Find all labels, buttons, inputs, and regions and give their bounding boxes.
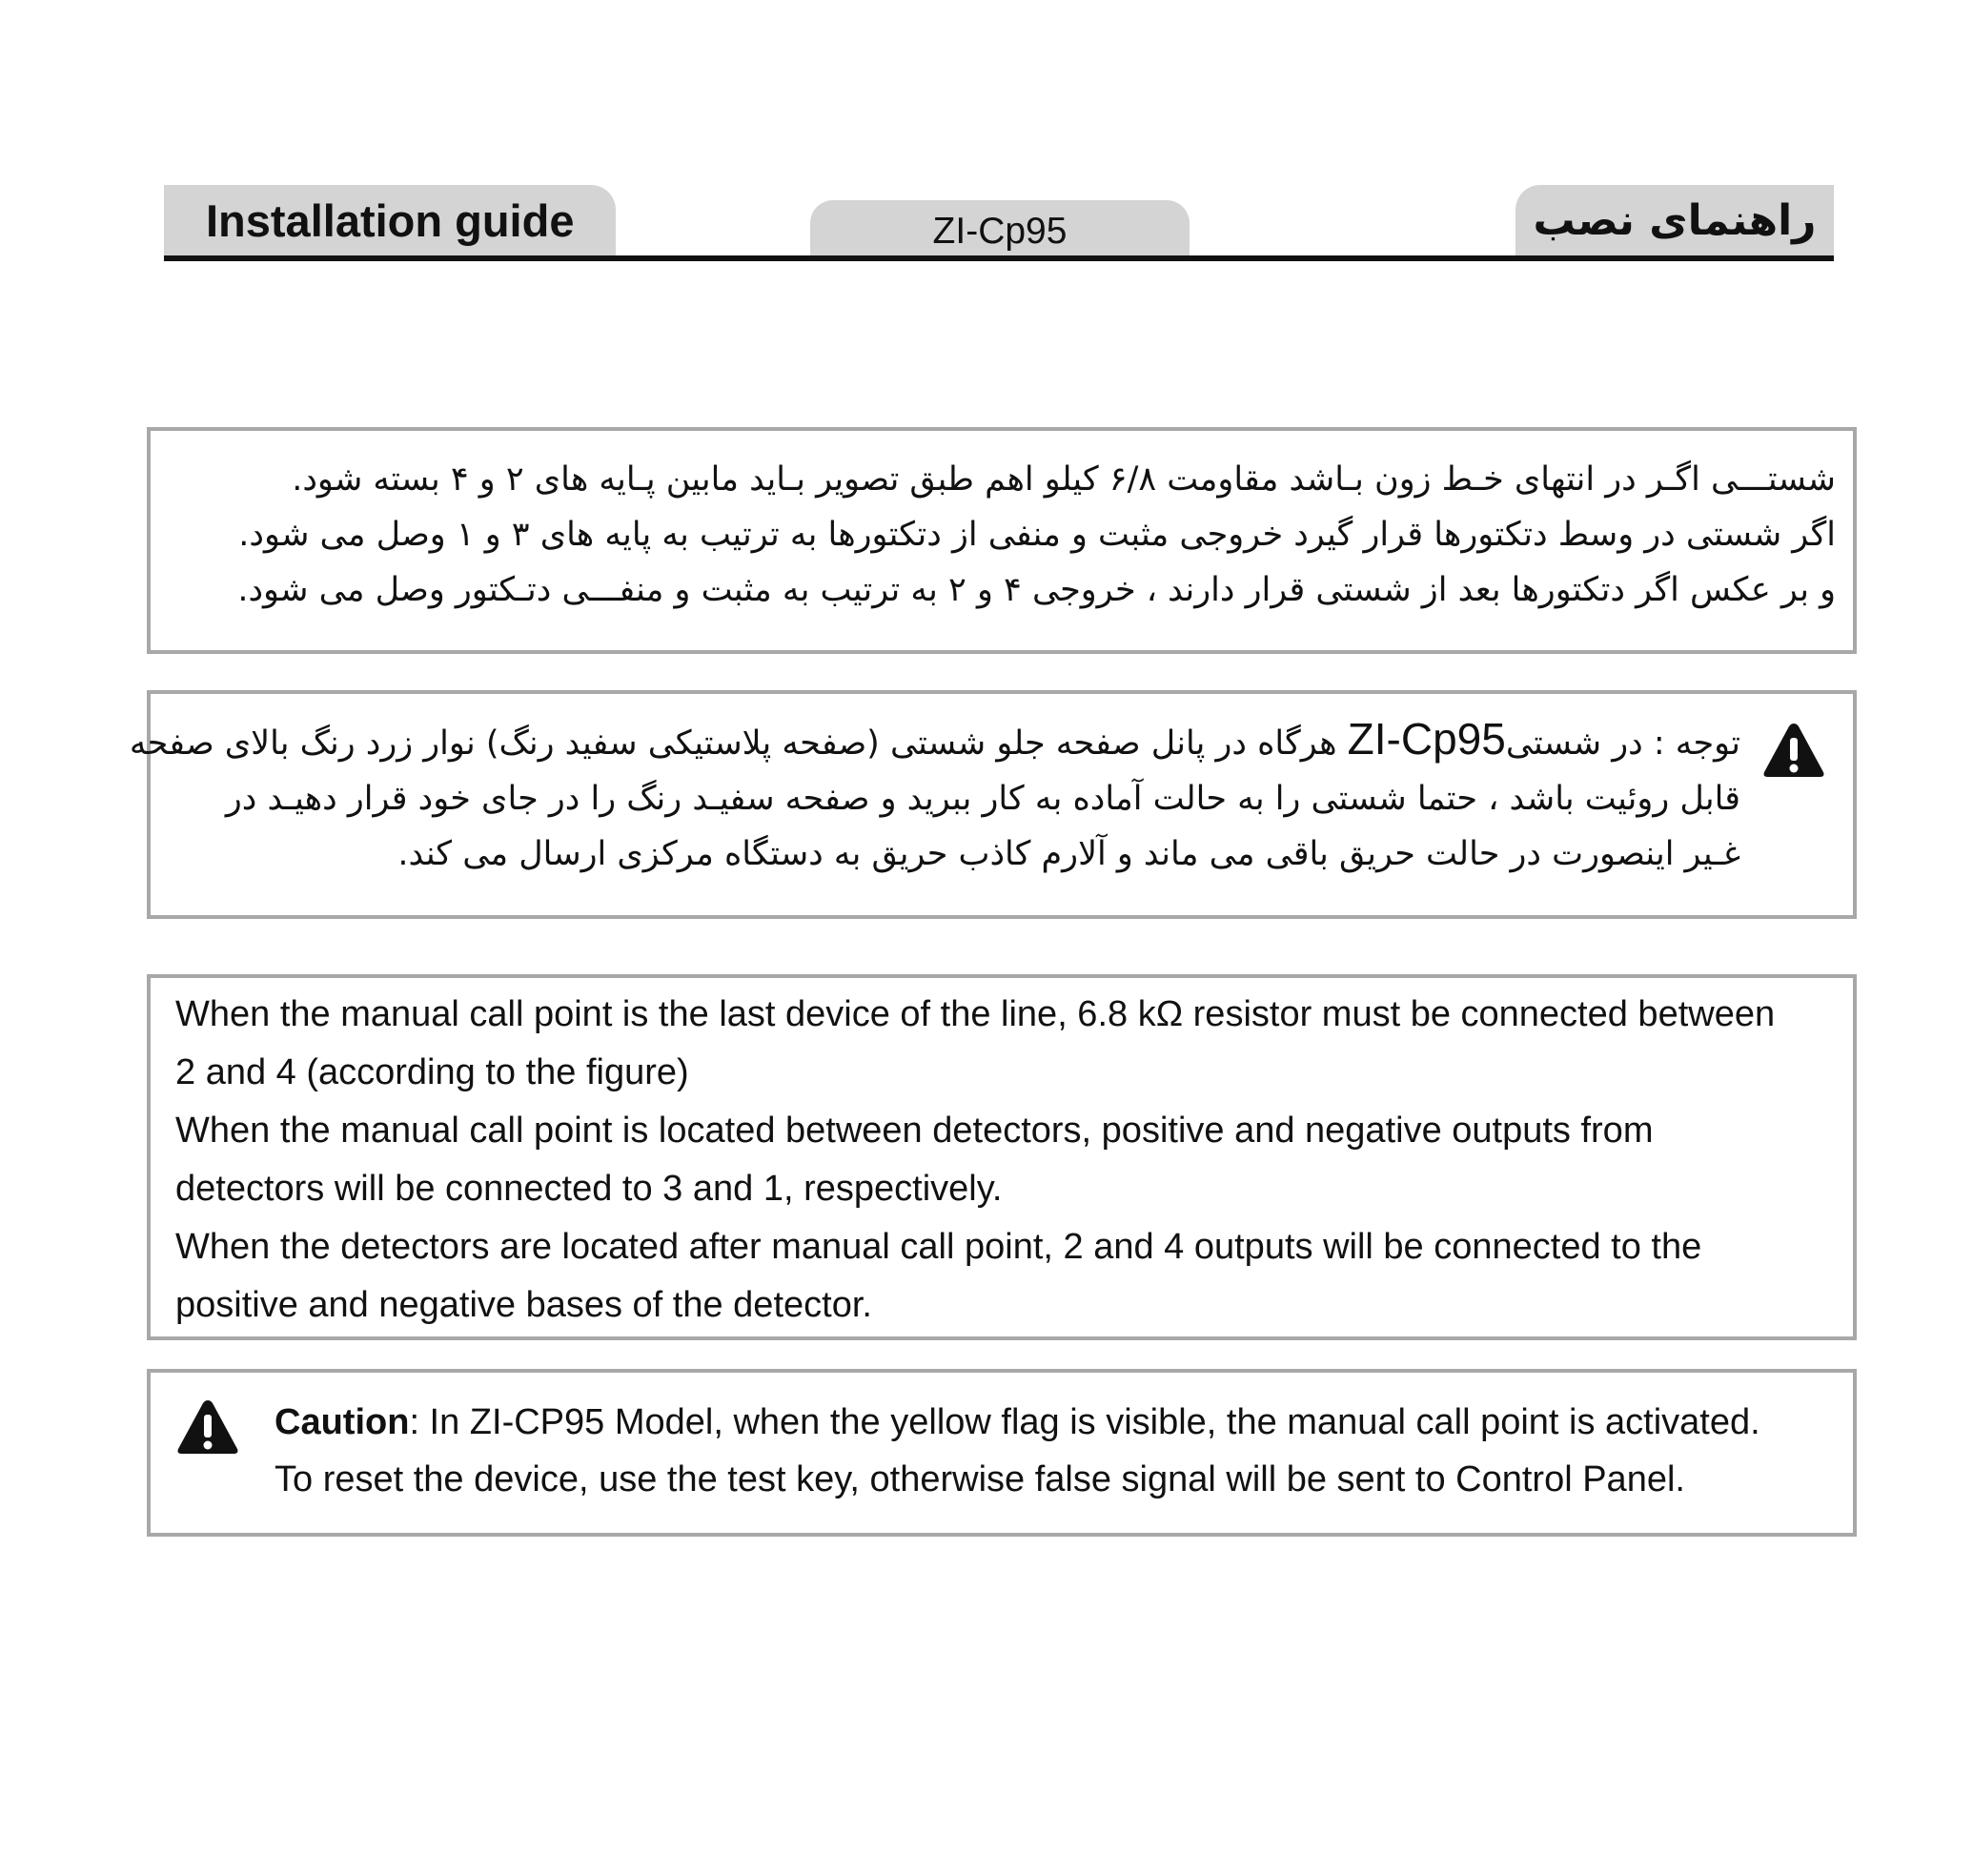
farsi-caution-prefix: توجه : در شستی	[1505, 724, 1740, 763]
english-instructions-box	[147, 974, 1857, 1340]
farsi-instruction-line: اگر شستی در وسط دتکتورها قرار گیرد خروجی مثبت و منفی از دتکتورها به ترتیب به پایه های ۳ و ۱ وصل می شود.	[238, 516, 1836, 554]
farsi-instructions-box	[147, 427, 1857, 654]
farsi-caution-model: ZI-Cp95	[1347, 714, 1506, 764]
farsi-caution-suffix: هرگاه در پانل صفحه جلو شستی (صفحه پلاستیکی سفید رنگ) نوار زرد رنگ بالای صفحه	[129, 724, 1348, 763]
english-caution-line: To reset the device, use the test key, otherwise false signal will be sent to Control Panel.	[275, 1459, 1685, 1499]
farsi-caution-line: قابل روئیت باشد ، حتما شستی را به حالت آماده به کار ببرید و صفحه سفیـد رنگ را در جای خود قرار دهیـد در	[225, 780, 1740, 818]
english-instruction-line: positive and negative bases of the detector.	[175, 1285, 872, 1325]
caution-line1-rest: : In ZI-CP95 Model, when the yellow flag is visible, the manual call point is activated.	[409, 1402, 1760, 1442]
english-caution-box	[147, 1369, 1857, 1537]
caution-label: Caution	[275, 1402, 410, 1442]
warning-triangle-icon	[175, 1397, 240, 1457]
header-tab-installation-guide-fa	[1515, 185, 1834, 255]
farsi-caution-line	[130, 711, 1740, 771]
header-tab-model	[810, 200, 1190, 255]
english-instruction-line: When the manual call point is the last device of the line, 6.8 kΩ resistor must be connected between	[175, 994, 1776, 1034]
farsi-caution-line: غـیر اینصورت در حالت حریق باقی می ماند و آلارم کاذب حریق به دستگاه مرکزی ارسال می کند.	[397, 835, 1740, 873]
english-caution-line	[275, 1394, 1760, 1451]
english-caution-text	[275, 1394, 1760, 1508]
english-instruction-line: When the manual call point is located between detectors, positive and negative outputs from	[175, 1111, 1654, 1151]
header-title-en: Installation guide	[206, 194, 575, 246]
warning-triangle-icon	[1761, 721, 1826, 780]
header-rule	[164, 255, 1834, 261]
farsi-instructions-text	[237, 452, 1836, 618]
header-tab-installation-guide	[164, 185, 616, 255]
english-instruction-line: When the detectors are located after manual call point, 2 and 4 outputs will be connected to the	[175, 1227, 1702, 1267]
english-instructions-text	[175, 986, 1775, 1335]
farsi-instruction-line: و بر عکس اگر دتکتورها بعد از شستی قرار دارند ، خروجی ۴ و ۲ به ترتیب به مثبت و منفـــی دتـکتور وصل می شود.	[237, 571, 1836, 609]
header-title-fa: راهنمای نصب	[1533, 195, 1817, 245]
farsi-instruction-line: شستـــی اگـر در انتهای خـط زون بـاشد مقاومت ۶/۸ کیلو اهم طبق تصویر بـاید مابین پـایه های ۲ و ۴ بسته شود.	[292, 460, 1836, 499]
header-model: ZI-Cp95	[932, 211, 1068, 252]
english-instruction-line: 2 and 4 (according to the figure)	[175, 1052, 689, 1092]
farsi-caution-box	[129, 690, 1857, 919]
english-instruction-line: detectors will be connected to 3 and 1, respectively.	[175, 1169, 1003, 1209]
farsi-caution-text	[130, 711, 1740, 882]
